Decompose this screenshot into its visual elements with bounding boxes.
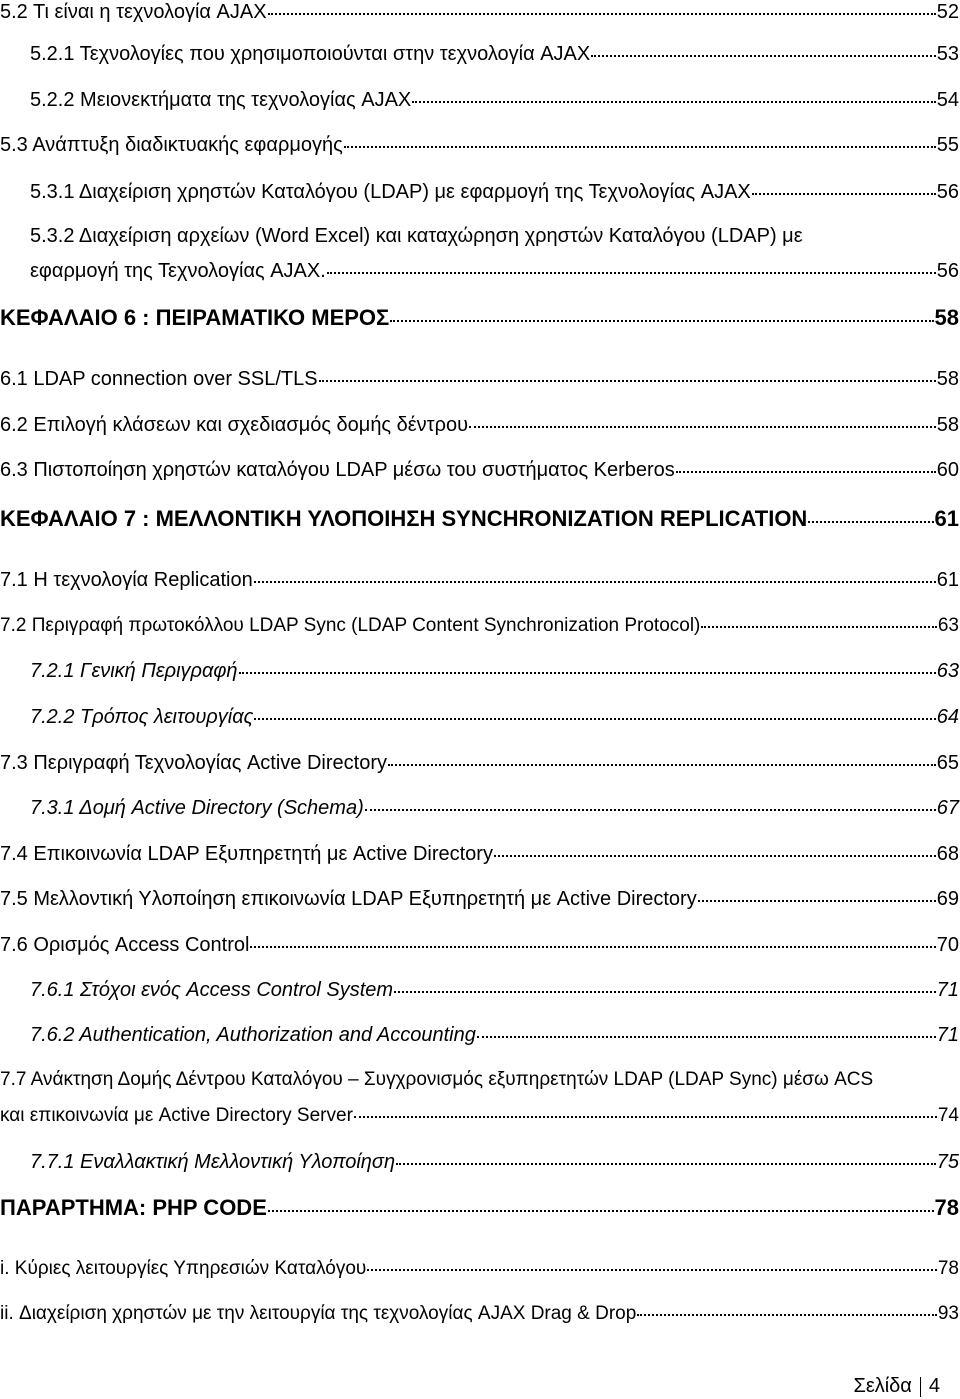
toc-entry-title: 7.6 Ορισμός Access Control	[0, 934, 250, 956]
dot-leader	[808, 521, 933, 523]
toc-entry-page: 58	[936, 414, 959, 436]
dot-leader	[388, 764, 936, 766]
toc-entry-page: 65	[936, 752, 959, 774]
toc-entry-page: 93	[937, 1303, 959, 1324]
toc-entry-page: 56	[936, 260, 959, 282]
toc-entry-title: 6.3 Πιστοποίηση χρηστών καταλόγου LDAP μέσω του συστήματος Kerberos	[0, 459, 675, 481]
footer-divider	[920, 1377, 921, 1397]
dot-leader	[239, 672, 936, 674]
toc-entry-page: 63	[937, 615, 959, 636]
toc-entry-title: 5.2.1 Τεχνολογίες που χρησιμοποιούνται στην τεχνολογία AJAX	[30, 43, 591, 65]
dot-leader	[390, 320, 933, 322]
toc-entry-title: 5.3 Ανάπτυξη διαδικτυακής εφαρμογής	[0, 134, 343, 156]
dot-leader	[701, 626, 936, 628]
toc-entry[interactable]	[0, 887, 959, 911]
toc-entry-title: 7.2 Περιγραφή πρωτοκόλλου LDAP Sync (LDAP Content Synchronization Protocol)	[0, 615, 701, 636]
toc-entry-title: 7.3 Περιγραφή Τεχνολογίας Active Directory	[0, 752, 387, 774]
dot-leader	[591, 55, 936, 57]
toc-entry-title: 5.2.2 Μειονεκτήματα της τεχνολογίας AJAX	[30, 89, 412, 111]
toc-entry-title-continued: εφαρμογή της Τεχνολογίας AJAX.	[30, 260, 326, 282]
toc-entry-title: 6.1 LDAP connection over SSL/TLS	[0, 368, 318, 390]
toc-entry-title: ΚΕΦΑΛΑΙΟ 6 : ΠΕΙΡΑΜΑΤΙΚΟ ΜΕΡΟΣ	[0, 306, 390, 330]
toc-entry[interactable]	[0, 1023, 959, 1047]
toc-entry-page: 69	[936, 888, 959, 910]
toc-entry[interactable]	[0, 978, 959, 1002]
toc-entry[interactable]	[0, 1150, 959, 1174]
toc-entry-title: 7.4 Επικοινωνία LDAP Εξυπηρετητή με Active Directory	[0, 843, 493, 865]
toc-entry[interactable]	[0, 1302, 959, 1326]
toc-entry-title: ii. Διαχείριση χρηστών με την λειτουργία της τεχνολογίας AJAX Drag & Drop	[0, 1303, 637, 1324]
dot-leader	[319, 380, 936, 382]
toc-entry-title: 6.2 Επιλογή κλάσεων και σχεδιασμός δομής δέντρου	[0, 414, 469, 436]
dot-leader	[394, 991, 936, 993]
toc-entry-page: 58	[934, 305, 959, 330]
toc-entry-page: 64	[936, 706, 959, 728]
toc-entry-page: 67	[936, 797, 959, 819]
toc-entry[interactable]	[0, 88, 959, 112]
toc-entry-title: 5.3.1 Διαχείριση χρηστών Καταλόγου (LDAP) με εφαρμογή της Τεχνολογίας AJAX	[30, 181, 751, 203]
dot-leader	[254, 581, 936, 583]
toc-entry[interactable]	[0, 659, 959, 683]
toc-entry-page: 78	[934, 1195, 959, 1220]
dot-leader	[268, 1210, 934, 1212]
dot-leader	[637, 1314, 937, 1316]
dot-leader	[676, 471, 936, 473]
toc-entry-title: 7.2.1 Γενική Περιγραφή	[30, 660, 238, 682]
toc-entry[interactable]	[0, 614, 959, 638]
toc-entry[interactable]	[0, 133, 959, 157]
toc-entry-page: 74	[937, 1105, 959, 1126]
toc-entry-title: 7.7.1 Εναλλακτική Μελλοντική Υλοποίηση	[30, 1151, 396, 1173]
toc-entry[interactable]	[0, 842, 959, 866]
dot-leader	[354, 1116, 937, 1118]
toc-entry-title: ΚΕΦΑΛΑΙΟ 7 : ΜΕΛΛΟΝΤΙΚΗ ΥΛΟΠΟΙΗΣΗ SYNCHRONIZATION REPLICATION	[0, 507, 808, 531]
toc-entry-page: 56	[936, 181, 959, 203]
dot-leader	[365, 809, 936, 811]
toc-entry-page: 71	[936, 979, 959, 1001]
toc-entry-page: 70	[936, 934, 959, 956]
toc-entry[interactable]	[0, 751, 959, 775]
toc-entry-title: 7.6.2 Authentication, Authorization and Accounting	[30, 1024, 476, 1046]
dot-leader	[327, 272, 936, 274]
toc-entry-title: i. Κύριες λειτουργίες Υπηρεσιών Καταλόγου	[0, 1258, 367, 1279]
toc-entry-title: 7.3.1 Δομή Active Directory (Schema)	[30, 797, 364, 819]
toc-entry[interactable]	[0, 568, 959, 592]
toc-entry-title: ΠΑΡΑΡΤΗΜΑ: PHP CODE	[0, 1196, 267, 1220]
dot-leader	[412, 101, 935, 103]
toc-entry-page: 71	[936, 1024, 959, 1046]
toc-entry-title: 7.1 Η τεχνολογία Replication	[0, 569, 253, 591]
dot-leader	[250, 946, 935, 948]
toc-entry[interactable]	[0, 933, 959, 957]
toc-entry-page: 53	[936, 43, 959, 65]
toc-chapter-entry[interactable]	[0, 306, 959, 330]
toc-entry-page: 60	[936, 459, 959, 481]
dot-leader	[268, 13, 936, 15]
toc-entry-title[interactable]: 5.3.2 Διαχείριση αρχείων (Word Excel) και καταχώρηση χρηστών Καταλόγου (LDAP) με	[30, 225, 803, 247]
toc-entry-title[interactable]: 7.7 Ανάκτηση Δομής Δέντρου Καταλόγου – Συγχρονισμός εξυπηρετητών LDAP (LDAP Sync) μέσω ACS	[0, 1069, 874, 1090]
footer-page-number: 4	[928, 1375, 940, 1397]
toc-entry[interactable]	[0, 796, 959, 820]
toc-entry[interactable]	[0, 1104, 959, 1128]
toc-entry-page: 52	[936, 1, 959, 23]
toc-entry-title: 7.2.2 Τρόπος λειτουργίας	[30, 706, 254, 728]
toc-entry[interactable]	[0, 367, 959, 391]
dot-leader	[698, 900, 936, 902]
toc-chapter-entry[interactable]	[0, 1196, 959, 1220]
footer-page-label: Σελίδα	[853, 1375, 912, 1397]
dot-leader	[254, 718, 935, 720]
toc-entry-page: 54	[936, 89, 959, 111]
toc-entry-page: 58	[936, 368, 959, 390]
dot-leader	[752, 193, 936, 195]
toc-entry[interactable]	[0, 705, 959, 729]
dot-leader	[344, 146, 936, 148]
toc-entry-page: 55	[936, 134, 959, 156]
toc-entry[interactable]	[0, 259, 959, 283]
toc-entry-page: 75	[936, 1151, 959, 1173]
toc-entry-page: 61	[934, 506, 959, 531]
toc-entry[interactable]	[0, 1257, 959, 1281]
toc-entry-page: 63	[936, 660, 959, 682]
toc-entry[interactable]	[0, 0, 959, 24]
toc-entry[interactable]	[0, 42, 959, 66]
dot-leader	[367, 1269, 937, 1271]
toc-entry-page: 78	[937, 1258, 959, 1279]
dot-leader	[396, 1163, 936, 1165]
toc-entry-page: 68	[936, 843, 959, 865]
dot-leader	[494, 855, 936, 857]
toc-entry-title: 5.2 Τι είναι η τεχνολογία AJAX	[0, 1, 267, 23]
toc-entry-title: 7.6.1 Στόχοι ενός Access Control System	[30, 979, 394, 1001]
dot-leader	[469, 426, 936, 428]
toc-entry-title-continued: και επικοινωνία με Active Directory Server	[0, 1105, 353, 1126]
dot-leader	[477, 1036, 936, 1038]
toc-entry-title: 7.5 Μελλοντική Υλοποίηση επικοινωνία LDAP Εξυπηρετητή με Active Directory	[0, 888, 697, 910]
toc-chapter-entry[interactable]	[0, 507, 959, 531]
toc-entry[interactable]	[0, 458, 959, 482]
page-footer	[853, 1374, 940, 1398]
toc-entry-page: 61	[936, 569, 959, 591]
toc-entry[interactable]	[0, 180, 959, 204]
toc-entry[interactable]	[0, 413, 959, 437]
